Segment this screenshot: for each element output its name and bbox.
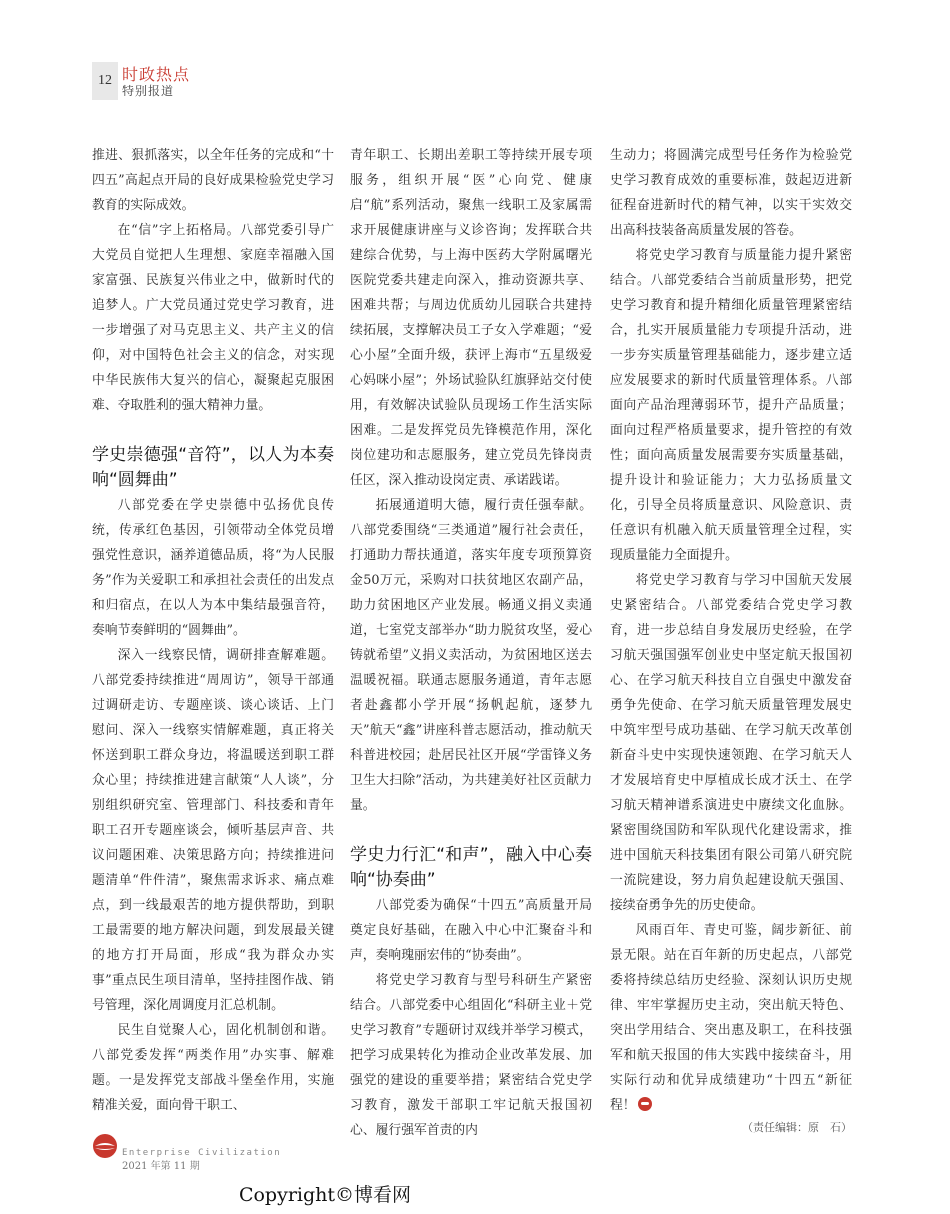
section-subtitle: 特别报道	[122, 84, 175, 98]
column-2	[350, 143, 592, 1143]
issue-number: 2021 年第 11 期	[122, 1161, 200, 1172]
page-number: 12	[92, 62, 118, 100]
paragraph: 生动力；将圆满完成型号任务作为检验党史学习教育成效的重要标准，鼓起迈进新征程奋进新时代的精气神，以实干实效交出高科技装备高质量发展的答卷。	[610, 148, 852, 238]
paragraph: 推进、狠抓落实，以全年任务的完成和“十四五”高起点开局的良好成果检验党史学习教育的实际成效。	[92, 148, 334, 213]
paragraph: 将党史学习教育与型号科研生产紧密结合。八部党委中心组固化“科研主业＋党史学习教育”专题研讨双线并举学习模式，把学习成果转化为推动企业改革发展、加强党的建设的重要举措；紧密结合党史学习教育，激发干部职工牢记航天报国初心、履行强军首责的内	[350, 973, 592, 1138]
magazine-logo-icon	[638, 1097, 652, 1111]
section-heading: 学史崇德强“音符”，以人为本奏响“圆舞曲”	[92, 445, 334, 490]
section-title: 时政热点	[122, 65, 191, 84]
section-heading: 学史力行汇“和声”，融入中心奏响“协奏曲”	[350, 845, 592, 890]
paragraph: 青年职工、长期出差职工等持续开展专项服务，组织开展“医”心向党、健康启“航”系列活动，聚焦一线职工及家属需求开展健康讲座与义诊咨询；发挥联合共建综合优势，与上海中医药大学附属曙光医院党委共建走向深入，推动资源共享、困难共帮；与周边优质幼儿园联合共建持续拓展，支撑解决员工子女入学难题；“爱心小屋”全面升级，获评上海市“五星级爱心妈咪小屋”；外场试验队红旗驿站交付使用，有效解决试验队员现场工作生活实际困难。二是发挥党员先锋模范作用，深化岗位建功和志愿服务，建立党员先锋岗责任区，深入推动设岗定责、承诺践诺。	[350, 148, 592, 488]
paragraph: 拓展通道明大德，履行责任强奉献。八部党委围绕“三类通道”履行社会责任，打通助力帮扶通道，落实年度专项预算资金50万元，采购对口扶贫地区农副产品，助力贫困地区产业发展。畅通义捐义卖通道，七室党支部举办“助力脱贫攻坚，爱心铸就希望”义捐义卖活动，为贫困地区送去温暖祝福。联通志愿服务通道，青年志愿者赴鑫都小学开展“扬帆起航，逐梦九天”航天“鑫”讲座科普志愿活动，推动航天科普进校园；赴居民社区开展“学雷锋义务卫生大扫除”活动，为共建美好社区贡献力量。	[350, 498, 592, 813]
paragraph: 将党史学习教育与学习中国航天发展史紧密结合。八部党委结合党史学习教育，进一步总结自身发展历史经验，在学习航天强国强军创业史中坚定航天报国初心、在学习航天科技自立自强史中激发奋勇争先使命、在学习航天质量管理发展史中筑牢型号成功基础、在学习航天改革创新奋斗史中实现快速领跑、在学习航天人才发展培育史中厚植成长成才沃土、在学习航天精神谱系演进史中赓续文化血脉。紧密围绕国防和军队现代化建设需求，推进中国航天科技集团有限公司第八研究院一流院建设，努力肩负起建设航天强国、接续奋勇争先的历史使命。	[610, 573, 852, 913]
copyright-notice: Copyright©博看网	[238, 1184, 412, 1206]
paragraph: 深入一线察民情，调研排查解难题。八部党委持续推进“周周访”，领导干部通过调研走访、专题座谈、谈心谈话、上门慰问、深入一线察实情解难题，真正将关怀送到职工群众身边，将温暖送到职工群众心里；持续推进建言献策“人人谈”，分别组织研究室、管理部门、科技委和青年职工召开专题座谈会，倾听基层声音、共议问题困难、决策思路方向；持续推进问题清单“件件清”，聚焦需求诉求、痛点难点，到一线最艰苦的地方提供帮助，到职工最需要的地方解决问题，到发展最关键的地方打开局面，形成“我为群众办实事”重点民生项目清单，坚持挂图作战、销号管理，深化周调度月汇总机制。	[92, 648, 334, 1013]
column-3	[610, 143, 852, 1138]
paragraph: 八部党委在学史崇德中弘扬优良传统，传承红色基因，引领带动全体党员增强党性意识，涵养道德品质，将“为人民服务”作为关爱职工和承担社会责任的出发点和归宿点，在以人为本中集结最强音符，奏响节奏鲜明的“圆舞曲”。	[92, 498, 334, 638]
magazine-name-en: Enterprise Civilization	[122, 1148, 282, 1158]
magazine-logo-icon	[92, 1133, 118, 1159]
paragraph: 在“信”字上拓格局。八部党委引导广大党员自觉把人生理想、家庭幸福融入国家富强、民族复兴伟业之中，做新时代的追梦人。广大党员通过党史学习教育，进一步增强了对马克思主义、共产主义的信仰，对中国特色社会主义的信念，对实现中华民族伟大复兴的信心，凝聚起克服困难、夺取胜利的强大精神力量。	[92, 223, 334, 413]
editor-credit: （责任编辑：原 石）	[742, 1121, 852, 1134]
paragraph: 将党史学习教育与质量能力提升紧密结合。八部党委结合当前质量形势，把党史学习教育和提升精细化质量管理紧密结合，扎实开展质量能力专项提升活动，进一步夯实质量管理基础能力，逐步建立适应发展要求的新时代质量管理体系。八部面向产品治理薄弱环节，提升产品质量；面向过程严格质量要求，提升管控的有效性；面向高质量发展需要夯实质量基础，提升设计和验证能力；大力弘扬质量文化，引导全员将质量意识、风险意识、责任意识有机融入航天质量管理全过程，实现质量能力全面提升。	[610, 248, 852, 563]
paragraph-closing	[610, 918, 852, 1118]
closing-text: 风雨百年、青史可鉴，阔步新征、前景无限。站在百年新的历史起点，八部党委将持续总结历史经验、深刻认识历史规律、牢牢掌握历史主动，突出航天特色、突出学用结合、突出惠及职工，在科技强军和航天报国的伟大实践中接续奋斗，用实际行动和优异成绩建功“十四五“新征程！	[610, 923, 852, 1113]
paragraph: 民生自觉聚人心，固化机制创和谐。八部党委发挥“两类作用”办实事、解难题。一是发挥党支部战斗堡垒作用，实施精准关爱，面向骨干职工、	[92, 1023, 334, 1113]
paragraph: 八部党委为确保“十四五”高质量开局奠定良好基础，在融入中心中汇聚奋斗和声，奏响瑰丽宏伟的“协奏曲”。	[350, 898, 592, 963]
column-1	[92, 143, 334, 1118]
